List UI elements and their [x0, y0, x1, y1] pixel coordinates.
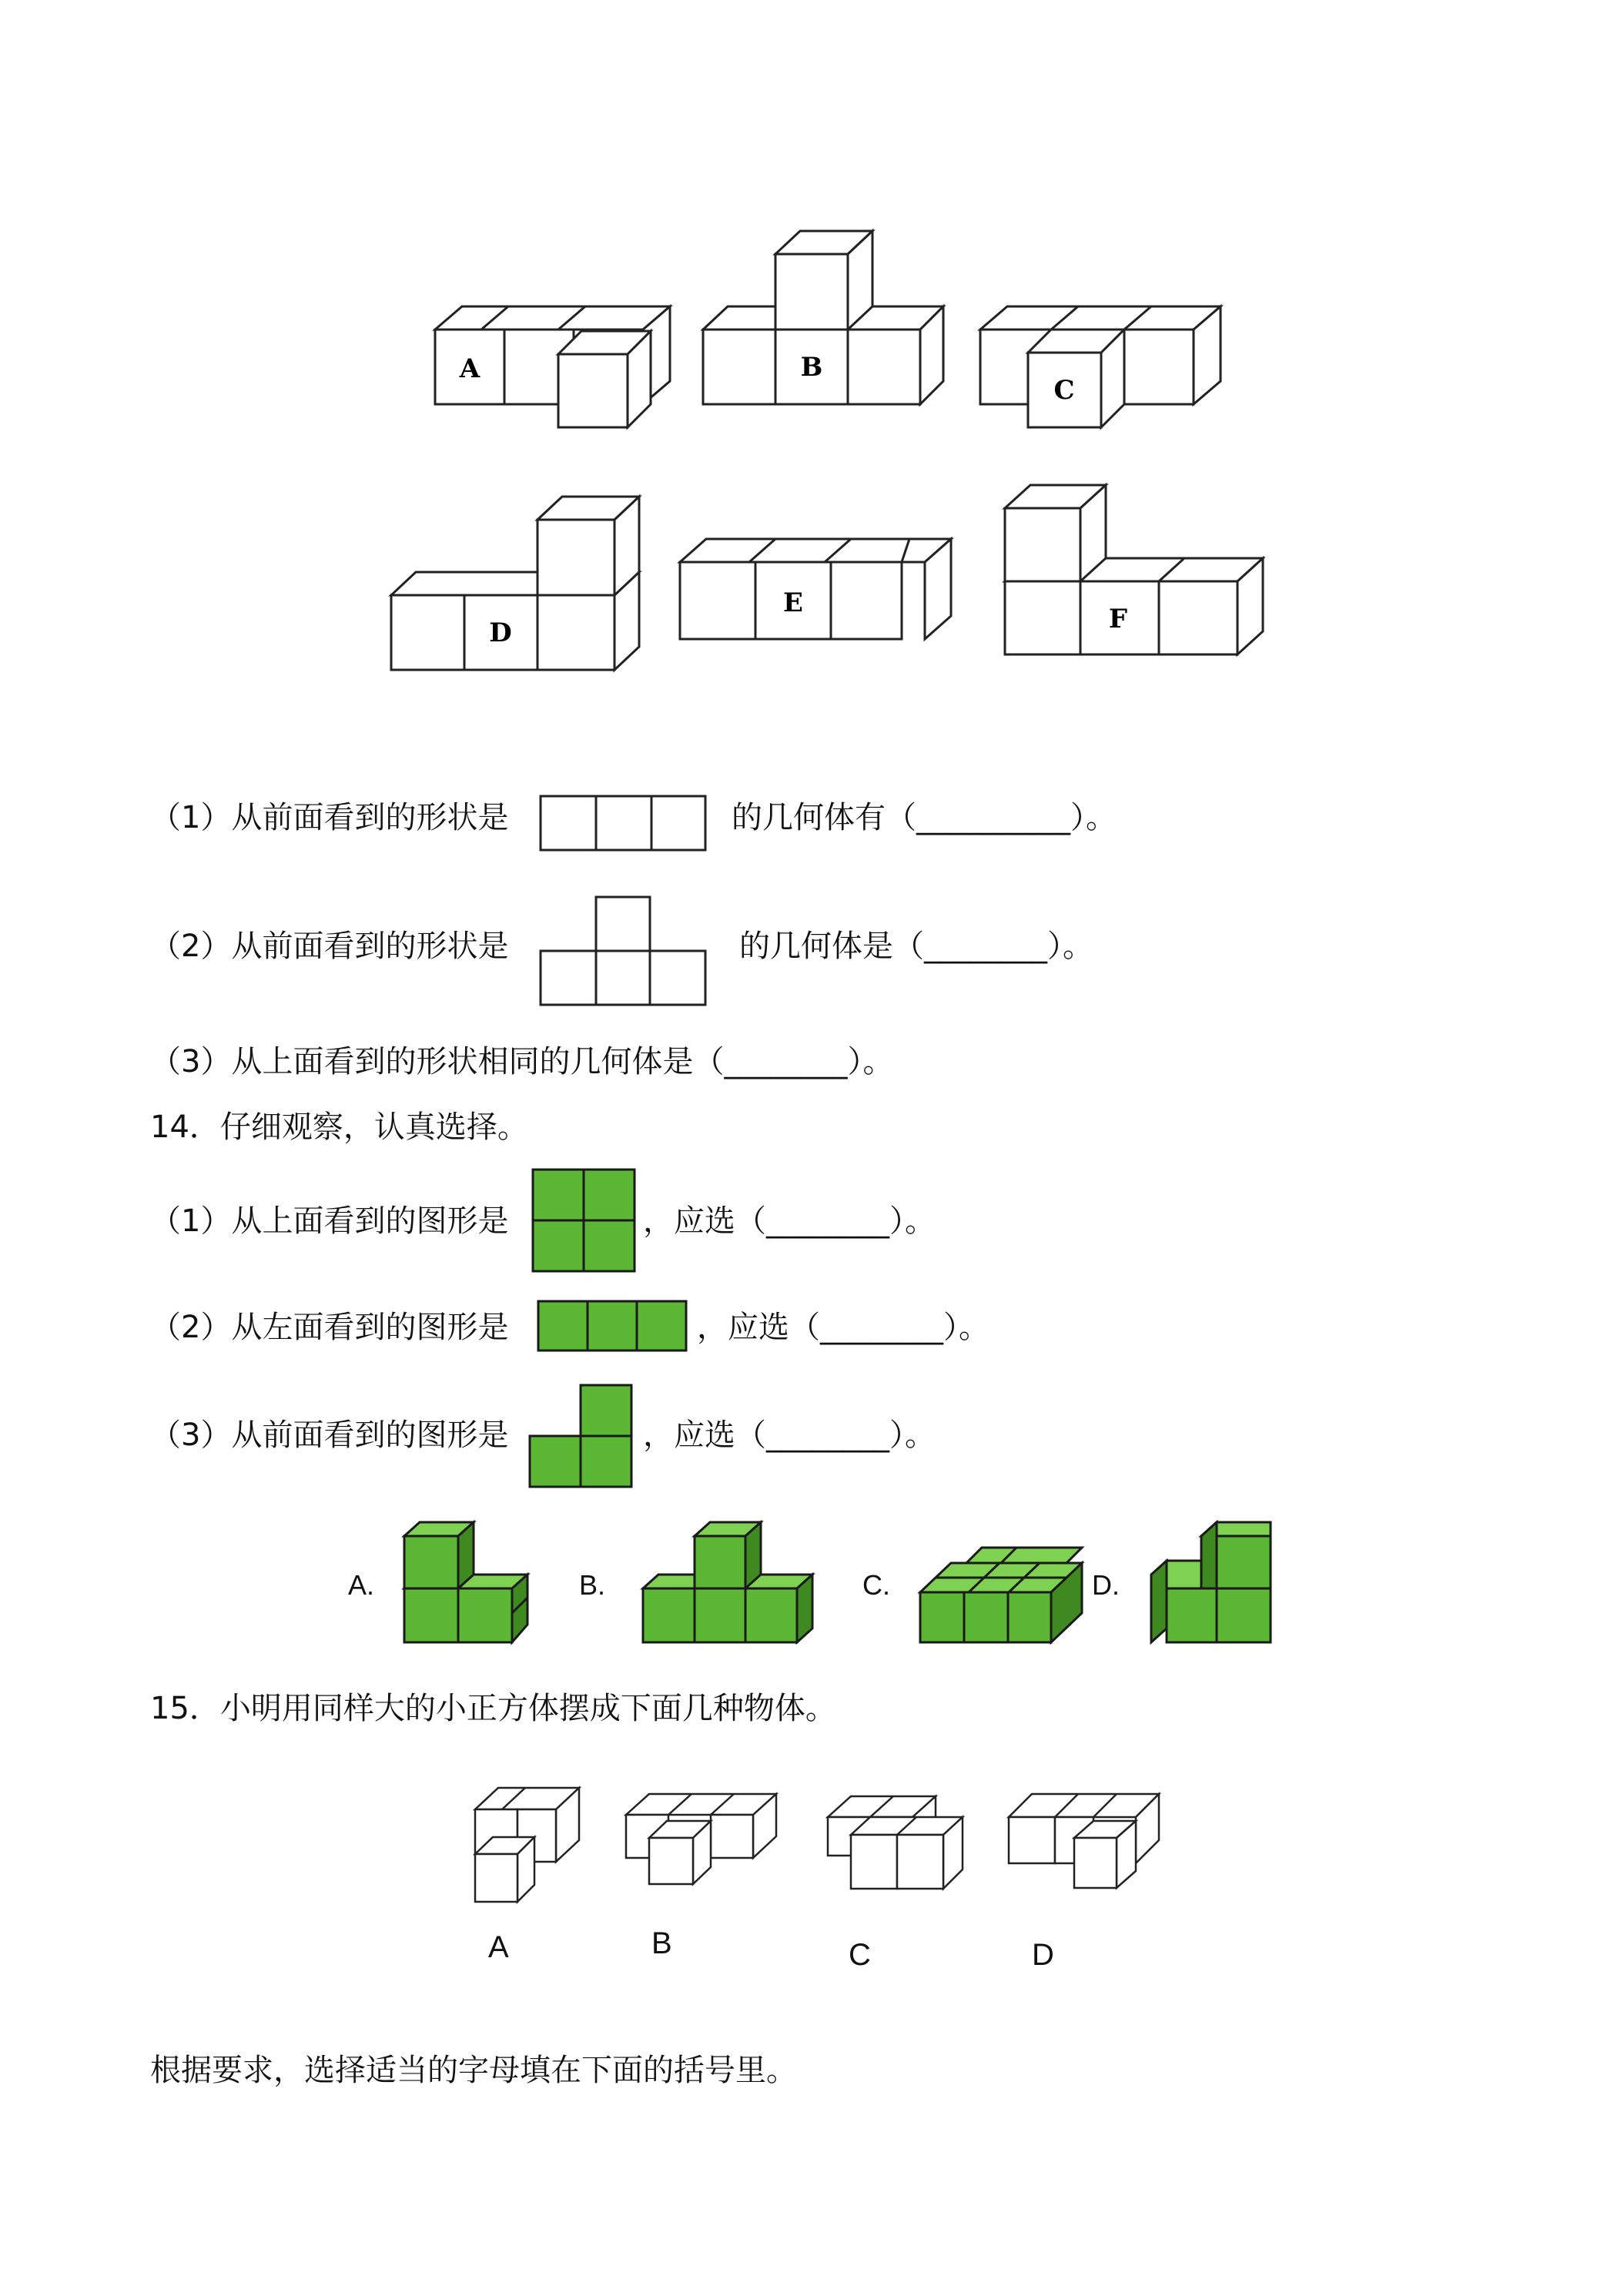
- q14-sub2-suffix: ，应选（________）。: [697, 1310, 989, 1345]
- q15-label-d: D: [1032, 1938, 1054, 1972]
- q14-option-d-label: D.: [1092, 1569, 1120, 1601]
- q13-sub2-prefix: （2）从前面看到的形状是: [150, 929, 509, 964]
- q15-figure-b: [622, 1790, 784, 1890]
- view-green-l: [528, 1384, 636, 1491]
- q14-option-c-label: C.: [862, 1569, 890, 1601]
- q13-sub1-prefix: （1）从前面看到的形状是: [150, 800, 509, 835]
- figure-d: [385, 489, 647, 674]
- q14-sub3-suffix: ，应选（________）。: [643, 1417, 936, 1453]
- figure-b: [697, 223, 959, 408]
- figure-c-label: C: [1053, 375, 1075, 406]
- q13-sub2-suffix: 的几何体是（________）。: [739, 929, 1093, 964]
- q13-sub1-suffix: 的几何体有（__________）。: [732, 800, 1117, 835]
- view-green-row: [537, 1300, 691, 1354]
- figure-e: [674, 531, 966, 670]
- figure-d-label: D: [489, 618, 512, 648]
- view-t-shape: [539, 895, 712, 1007]
- q15-figure-c: [824, 1792, 966, 1896]
- q15-label-b: B: [651, 1926, 672, 1960]
- q14-option-b-figure: [639, 1521, 816, 1648]
- q14-option-a-label: A.: [348, 1569, 375, 1601]
- figure-b-label: B: [800, 352, 823, 383]
- q15-figure-a: [471, 1786, 587, 1909]
- q14-sub1-prefix: （1）从上面看到的图形是: [150, 1203, 509, 1239]
- q14-option-b-label: B.: [579, 1569, 606, 1601]
- q15-label-c: C: [849, 1938, 871, 1972]
- view-three-in-row: [539, 795, 708, 852]
- q14-title: 14．仔细观察，认真选择。: [150, 1110, 528, 1145]
- figure-a-label: A: [459, 353, 481, 384]
- q14-option-c-figure: [916, 1540, 1090, 1648]
- q14-sub1-suffix: ，应选（________）。: [643, 1203, 936, 1239]
- q13-sub3: （3）从上面看到的形状相同的几何体是（________）。: [150, 1044, 894, 1079]
- q14-option-d-figure: [1147, 1521, 1282, 1648]
- q14-option-a-figure: [400, 1521, 547, 1648]
- figure-a: [427, 300, 689, 439]
- q15-title: 15．小明用同样大的小正方体摆成下面几种物体。: [150, 1691, 836, 1726]
- view-green-square: [531, 1168, 639, 1276]
- q15-instruction: 根据要求，选择适当的字母填在下面的括号里。: [150, 2053, 797, 2088]
- q15-label-a: A: [488, 1930, 509, 1964]
- figure-c: [974, 300, 1236, 439]
- figure-f: [1001, 477, 1271, 670]
- figure-e-label: E: [783, 587, 803, 618]
- figure-f-label: F: [1108, 604, 1128, 634]
- q15-figure-d: [1005, 1790, 1167, 1894]
- q14-sub2-prefix: （2）从左面看到的图形是: [150, 1310, 509, 1345]
- q14-sub3-prefix: （3）从前面看到的图形是: [150, 1417, 509, 1453]
